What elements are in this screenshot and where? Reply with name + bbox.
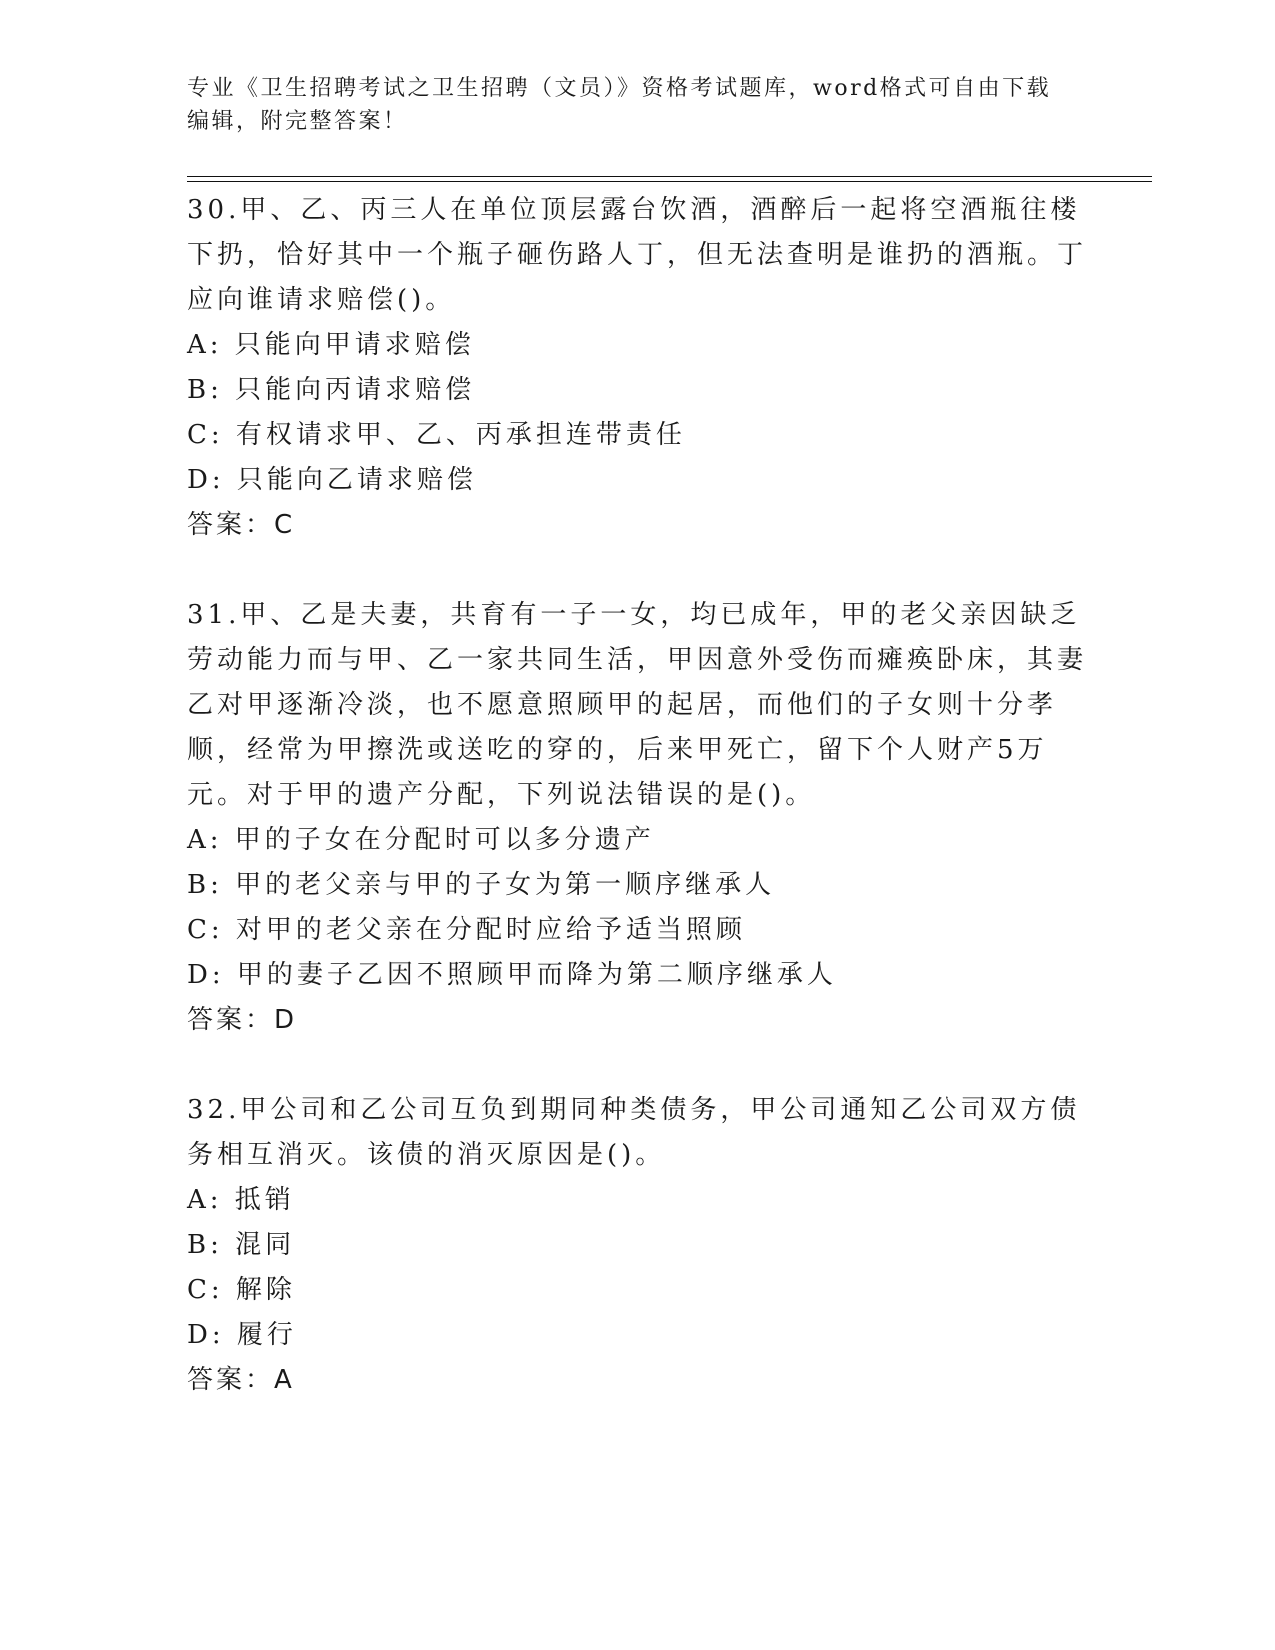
answer-line: 答案：A — [187, 1365, 295, 1395]
option-c: C: 解除 — [187, 1275, 296, 1305]
option-c: C: 有权请求甲、乙、丙承担连带责任 — [187, 420, 686, 450]
option-b: B: 甲的老父亲与甲的子女为第一顺序继承人 — [187, 870, 776, 900]
header-rule-bottom — [187, 181, 1152, 182]
question-31 — [187, 593, 1087, 1043]
option-d: D: 只能向乙请求赔偿 — [187, 465, 477, 495]
question-32 — [187, 1088, 1087, 1403]
option-c: C: 对甲的老父亲在分配时应给予适当照顾 — [187, 915, 746, 945]
question-stem: 31.甲、乙是夫妻，共育有一子一女，均已成年，甲的老父亲因缺乏劳动能力而与甲、乙一家共同生活，甲因意外受伤而瘫痪卧床，其妻乙对甲逐渐冷淡，也不愿意照顾甲的起居，而他们的子女则十分孝顺，经常为甲擦洗或送吃的穿的，后来甲死亡，留下个人财产5万元。对于甲的遗产分配，下列说法错误的是()。 — [187, 600, 1088, 810]
answer-line: 答案：D — [187, 1005, 298, 1035]
option-d: D: 履行 — [187, 1320, 297, 1350]
option-a: A: 甲的子女在分配时可以多分遗产 — [187, 825, 655, 855]
answer-line: 答案：C — [187, 510, 296, 540]
header-rule-top — [187, 176, 1152, 177]
question-stem: 30.甲、乙、丙三人在单位顶层露台饮酒，酒醉后一起将空酒瓶往楼下扔，恰好其中一个瓶子砸伤路人丁，但无法查明是谁扔的酒瓶。丁应向谁请求赔偿()。 — [187, 195, 1088, 315]
option-a: A: 抵销 — [187, 1185, 295, 1215]
option-b: B: 混同 — [187, 1230, 296, 1260]
option-a: A: 只能向甲请求赔偿 — [187, 330, 475, 360]
option-d: D: 甲的妻子乙因不照顾甲而降为第二顺序继承人 — [187, 960, 837, 990]
question-list — [187, 188, 1087, 1448]
question-30 — [187, 188, 1087, 548]
document-header: 专业《卫生招聘考试之卫生招聘（文员）》资格考试题库，word格式可自由下载编辑，附完整答案！ — [187, 76, 1052, 134]
option-b: B: 只能向丙请求赔偿 — [187, 375, 476, 405]
question-stem: 32.甲公司和乙公司互负到期同种类债务，甲公司通知乙公司双方债务相互消灭。该债的消灭原因是()。 — [187, 1095, 1081, 1170]
